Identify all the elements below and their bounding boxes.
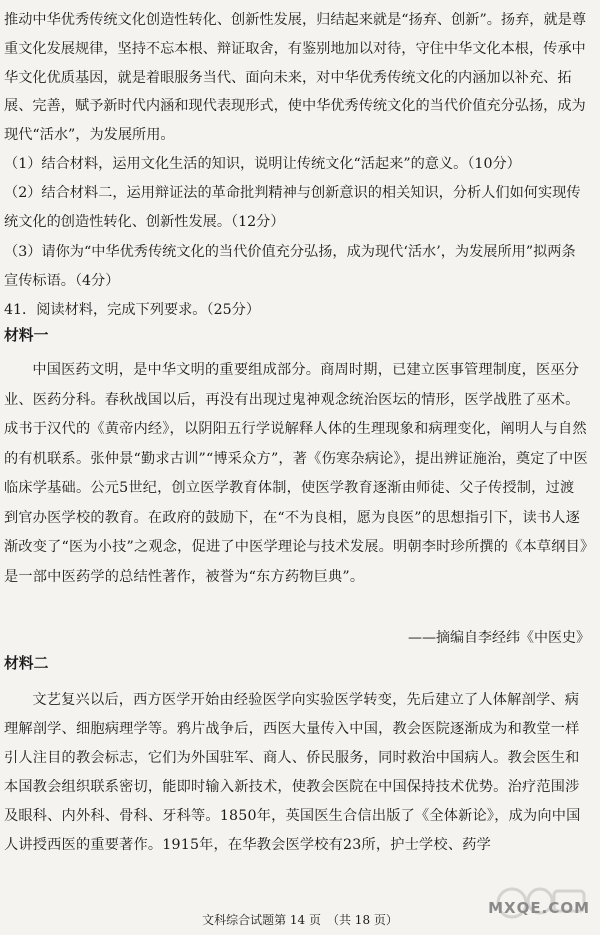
question-2: （2）结合材料二，运用辩证法的革命批判精神与创新意识的相关知识，分析人们如何实现传统文化的创造性转化、创新性发展。（12分） xyxy=(4,185,581,230)
intro-paragraph: 推动中华优秀传统文化创造性转化、创新性发展，归结起来就是“扬弃、创新”。扬弃，就是尊重文化发展规律，坚持不忘本根、辩证取舍，有鉴别地加以对待，守住中华文化本根，传承中华文化优质基因，就是着眼服务当代、面向未来，对中华优秀传统文化的内涵加以补充、拓展、完善，赋予新时代内涵和现代表现形式，使中华优秀传统文化的当代价值充分弘扬，成为现代“活水”，为发展所用。 xyxy=(4,12,587,144)
material-1-source: ——摘编自李经纬《中医史》 xyxy=(408,630,590,646)
material-2-body: 文艺复兴以后，西方医学开始由经验医学向实验医学转变，先后建立了人体解剖学、病理解剖学、细胞病理学等。鸦片战争后，西医大量传入中国，教会医院逐渐成为和教堂一样引人注目的教会标志，它们为外国驻军、商人、侨民服务，同时救治中国病人。教会医生和本国教会组织联系密切，能即时输入新技术，使教会医院在中国保持技术优势。治疗范围涉及眼科、内外科、骨科、牙科等。1850年，英国医生合信出版了《全体新论》，成为向中国人讲授西医的重要著作。1915年，在华教会医学校有23所，护士学校、药学 xyxy=(4,692,581,853)
watermark-text: MXQE.COM xyxy=(488,899,590,917)
question-41-heading: 41．阅读材料，完成下列要求。（25分） xyxy=(4,302,261,318)
page-footer: 文科综合试题第 14 页 （共 18 页） xyxy=(202,913,398,927)
question-1: （1）结合材料，运用文化生活的知识，说明让传统文化“活起来”的意义。（10分） xyxy=(4,156,521,172)
question-3: （3）请你为“中华优秀传统文化的当代价值充分弘扬，成为现代‘活水’，为发展所用”拟两条宣传标语。（4分） xyxy=(4,244,576,289)
material-2-heading: 材料二 xyxy=(4,655,49,672)
material-1-heading: 材料一 xyxy=(4,327,49,344)
material-1-body: 中国医药文明，是中华文明的重要组成部分。商周时期，已建立医事管理制度，医巫分业、医药分科。春秋战国以后，再没有出现过鬼神观念统治医坛的情形，医学战胜了巫术。成书于汉代的《黄帝内经》，以阴阳五行学说解释人体的生理现象和病理变化，阐明人与自然的有机联系。张仲景“勤求古训”“博采众方”，著《伤寒杂病论》，提出辨证施治，奠定了中医临床学基础。公元5世纪，创立医学教育体制，使医学教育逐渐由师徒、父子传授制，过渡到官办医学校的教育。在政府的鼓励下，在“不为良相，愿为良医”的思想指引下，读书人逐渐改变了“医为小技”之观念，促进了中医学理论与技术发展。明朝李时珍所撰的《本草纲目》是一部中医药学的总结性著作，被誉为“东方药物巨典”。 xyxy=(4,362,588,585)
